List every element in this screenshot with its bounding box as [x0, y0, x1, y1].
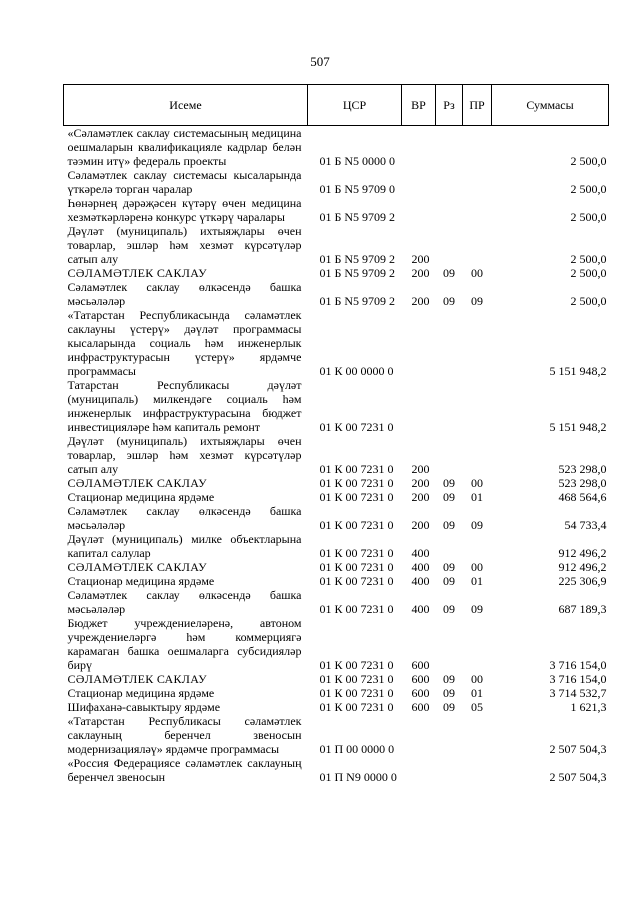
table-row	[64, 672, 609, 686]
row-sum: 5 151 948,2	[549, 364, 607, 378]
row-sum: 2 500,0	[570, 294, 607, 308]
row-csr: 01 Б N5 0000 0	[319, 154, 396, 168]
row-name: СӘЛАМӘТЛЕК САКЛАУ	[67, 560, 207, 574]
column-header-csr: ЦСР	[308, 85, 402, 126]
row-vr	[402, 756, 436, 784]
row-pr: 00	[471, 266, 483, 280]
row-pr: 00	[471, 560, 483, 574]
row-csr: 01 К 00 7231 0	[319, 700, 394, 714]
table-row	[64, 588, 609, 616]
column-header-rz: Рз	[436, 85, 463, 126]
table-row	[64, 126, 609, 169]
table-row	[64, 714, 609, 756]
row-name: СӘЛАМӘТЛЕК САКЛАУ	[67, 672, 207, 686]
row-vr: 600	[411, 658, 430, 672]
column-header-sum: Суммасы	[492, 85, 609, 126]
table-row	[64, 280, 609, 308]
row-vr: 200	[411, 490, 430, 504]
row-vr	[402, 378, 436, 434]
row-csr: 01 К 00 7231 0	[319, 574, 394, 588]
row-rz: 09	[443, 560, 455, 574]
row-pr	[463, 616, 492, 672]
row-pr	[463, 378, 492, 434]
row-vr: 200	[411, 518, 430, 532]
row-vr: 400	[411, 602, 430, 616]
row-name: Стационар медицина ярдәме	[67, 686, 215, 700]
row-pr: 00	[471, 672, 483, 686]
table-row	[64, 308, 609, 378]
table-row	[64, 196, 609, 224]
row-rz	[436, 714, 463, 756]
row-pr	[463, 196, 492, 224]
row-rz: 09	[443, 686, 455, 700]
row-csr: 01 К 00 7231 0	[319, 462, 394, 476]
row-rz: 09	[443, 672, 455, 686]
row-rz	[436, 224, 463, 266]
table-row	[64, 686, 609, 700]
row-rz	[436, 532, 463, 560]
row-rz: 09	[443, 266, 455, 280]
row-vr	[402, 714, 436, 756]
row-pr	[463, 714, 492, 756]
table-row	[64, 700, 609, 714]
row-vr: 400	[411, 574, 430, 588]
row-vr: 400	[411, 560, 430, 574]
row-rz	[436, 756, 463, 784]
row-pr	[463, 168, 492, 196]
budget-table-container	[63, 84, 608, 784]
row-sum: 523 298,0	[558, 476, 607, 490]
row-name: Дәүләт (муниципаль) ихтыяҗлары өчен товарлар, эшләр һәм хезмәт күрсәтүләр сатып алу	[67, 434, 302, 476]
row-sum: 2 500,0	[570, 182, 607, 196]
table-row	[64, 378, 609, 434]
table-row	[64, 504, 609, 532]
row-rz	[436, 434, 463, 476]
row-sum: 1 621,3	[570, 700, 607, 714]
row-rz: 09	[443, 518, 455, 532]
table-row	[64, 574, 609, 588]
row-sum: 2 507 504,3	[549, 770, 607, 784]
row-vr	[402, 168, 436, 196]
column-header-name: Исеме	[64, 85, 308, 126]
row-rz: 09	[443, 700, 455, 714]
row-name: Һөнәрнең дәрәҗәсен күтәрү өчен медицина хезмәткәрләренә конкурс үткәрү чаралары	[67, 196, 302, 224]
table-header-row	[64, 85, 609, 126]
table-row	[64, 266, 609, 280]
row-sum: 912 496,2	[558, 560, 607, 574]
table-row	[64, 616, 609, 672]
row-name: Сәламәтлек саклау өлкәсендә башка мәсьәләләр	[67, 280, 302, 308]
row-name: Сәламәтлек саклау өлкәсендә башка мәсьәләләр	[67, 588, 302, 616]
row-sum: 3 716 154,0	[549, 658, 607, 672]
row-vr: 600	[411, 672, 430, 686]
table-row	[64, 490, 609, 504]
table-row	[64, 560, 609, 574]
budget-table	[63, 84, 609, 784]
row-sum: 3 714 532,7	[549, 686, 607, 700]
row-pr	[463, 532, 492, 560]
row-csr: 01 К 00 0000 0	[319, 364, 394, 378]
row-name: Стационар медицина ярдәме	[67, 490, 215, 504]
row-pr	[463, 308, 492, 378]
row-csr: 01 К 00 7231 0	[319, 602, 394, 616]
row-csr: 01 К 00 7231 0	[319, 686, 394, 700]
row-csr: 01 К 00 7231 0	[319, 560, 394, 574]
page-number: 507	[310, 54, 330, 69]
row-name: Сәламәтлек саклау өлкәсендә башка мәсьәләләр	[67, 504, 302, 532]
row-rz	[436, 616, 463, 672]
row-name: «Татарстан Республикасында сәламәтлек саклауны үстерү» дәүләт программасы кысаларында социаль һәм инженерлык инфраструктурасын үстерү» ярдәмче программасы	[67, 308, 302, 378]
table-row	[64, 224, 609, 266]
row-sum: 225 306,9	[558, 574, 607, 588]
row-rz	[436, 168, 463, 196]
row-vr: 200	[411, 294, 430, 308]
row-vr: 400	[411, 546, 430, 560]
table-body	[64, 126, 609, 785]
row-vr: 600	[411, 686, 430, 700]
row-pr	[463, 756, 492, 784]
row-sum: 912 496,2	[558, 546, 607, 560]
row-sum: 2 500,0	[570, 210, 607, 224]
row-rz	[436, 126, 463, 169]
row-name: «Татарстан Республикасы сәламәтлек саклауның беренчел звеносын модернизацияләү» ярдәмче программасы	[67, 714, 302, 756]
table-row	[64, 756, 609, 784]
row-pr	[463, 434, 492, 476]
row-rz: 09	[443, 476, 455, 490]
row-rz	[436, 196, 463, 224]
row-csr: 01 Б N5 9709 0	[319, 182, 396, 196]
row-name: Бюджет учреждениеләренә, автоном учреждениеләргә һәм коммерциягә карамаган башка оешмаларга субсидияләр бирү	[67, 616, 302, 672]
row-sum: 2 500,0	[570, 252, 607, 266]
row-pr: 01	[471, 490, 483, 504]
row-vr	[402, 196, 436, 224]
row-rz	[436, 308, 463, 378]
row-csr: 01 П N9 0000 0	[319, 770, 397, 784]
row-sum: 523 298,0	[558, 462, 607, 476]
row-csr: 01 П 00 0000 0	[319, 742, 395, 756]
table-row	[64, 168, 609, 196]
row-rz: 09	[443, 574, 455, 588]
row-csr: 01 Б N5 9709 2	[319, 266, 396, 280]
row-csr: 01 Б N5 9709 2	[319, 252, 396, 266]
row-csr: 01 К 00 7231 0	[319, 672, 394, 686]
row-csr: 01 К 00 7231 0	[319, 476, 394, 490]
row-name: Шифаханә-савыктыру ярдәме	[67, 700, 221, 714]
row-sum: 687 189,3	[558, 602, 607, 616]
row-sum: 54 733,4	[564, 518, 607, 532]
table-row	[64, 434, 609, 476]
row-pr: 01	[471, 686, 483, 700]
row-sum: 3 716 154,0	[549, 672, 607, 686]
row-vr	[402, 126, 436, 169]
row-name: «Россия Федерациясе сәламәтлек саклауның беренчел звеносын	[67, 756, 302, 784]
row-sum: 468 564,6	[558, 490, 607, 504]
row-name: Дәүләт (муниципаль) ихтыяҗлары өчен товарлар, эшләр һәм хезмәт күрсәтүләр сатып алу	[67, 224, 302, 266]
row-name: СӘЛАМӘТЛЕК САКЛАУ	[67, 266, 207, 280]
row-vr: 200	[411, 252, 430, 266]
row-name: Татарстан Республикасы дәүләт (муниципаль) милкендәге социаль һәм инженерлык инфраструктурасына бюджет инвестицияләре һәм капиталь ремонт	[67, 378, 302, 434]
row-csr: 01 Б N5 9709 2	[319, 210, 396, 224]
row-rz: 09	[443, 602, 455, 616]
row-vr: 600	[411, 700, 430, 714]
row-pr	[463, 224, 492, 266]
row-rz: 09	[443, 490, 455, 504]
row-csr: 01 Б N5 9709 2	[319, 294, 396, 308]
column-header-vr: ВР	[402, 85, 436, 126]
row-rz: 09	[443, 294, 455, 308]
row-pr: 05	[471, 700, 483, 714]
row-vr	[402, 308, 436, 378]
row-csr: 01 К 00 7231 0	[319, 490, 394, 504]
row-name: СӘЛАМӘТЛЕК САКЛАУ	[67, 476, 207, 490]
row-pr: 09	[471, 602, 483, 616]
row-sum: 2 500,0	[570, 266, 607, 280]
row-name: Стационар медицина ярдәме	[67, 574, 215, 588]
row-vr: 200	[411, 266, 430, 280]
row-sum: 2 500,0	[570, 154, 607, 168]
row-pr: 09	[471, 294, 483, 308]
row-csr: 01 К 00 7231 0	[319, 658, 394, 672]
row-sum: 5 151 948,2	[549, 420, 607, 434]
column-header-pr: ПР	[463, 85, 492, 126]
row-vr: 200	[411, 462, 430, 476]
row-pr: 01	[471, 574, 483, 588]
row-pr: 00	[471, 476, 483, 490]
row-pr: 09	[471, 518, 483, 532]
row-name: Дәүләт (муниципаль) милке объектларына капитал салулар	[67, 532, 302, 560]
row-vr: 200	[411, 476, 430, 490]
row-csr: 01 К 00 7231 0	[319, 420, 394, 434]
table-row	[64, 476, 609, 490]
row-rz	[436, 378, 463, 434]
row-csr: 01 К 00 7231 0	[319, 518, 394, 532]
row-name: «Сәламәтлек саклау системасының медицина оешмаларын квалификацияле кадрлар белән тәэмин итү» федераль проекты	[67, 126, 302, 168]
row-name: Сәламәтлек саклау системасы кысаларында үткәрелә торган чаралар	[67, 168, 302, 196]
row-pr	[463, 126, 492, 169]
row-sum: 2 507 504,3	[549, 742, 607, 756]
table-row	[64, 532, 609, 560]
row-csr: 01 К 00 7231 0	[319, 546, 394, 560]
